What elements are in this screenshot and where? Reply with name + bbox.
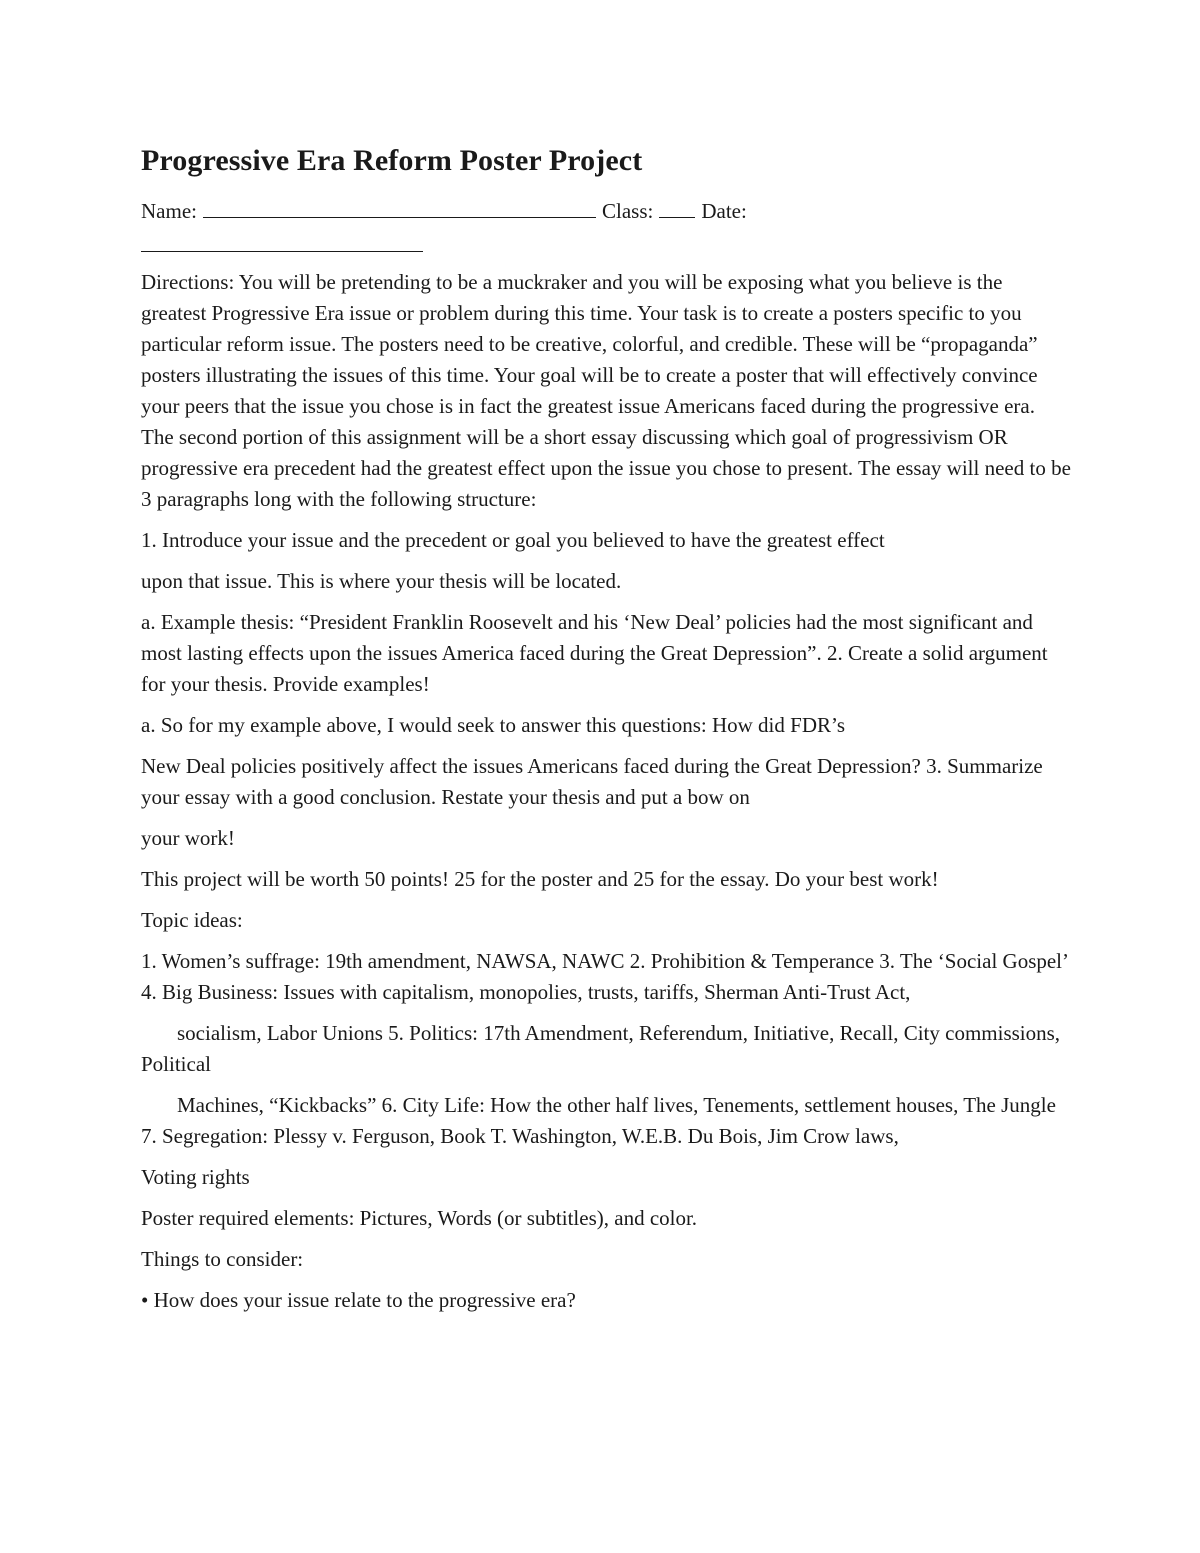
date-blank-line [141, 231, 423, 252]
topics-paragraph-2: socialism, Labor Unions 5. Politics: 17th Amendment, Referendum, Initiative, Recall, City commissions, Political [141, 1021, 1061, 1076]
directions-paragraph: Directions: You will be pretending to be a muckraker and you will be exposing what you believe is the greatest Progressive Era issue or problem during this time. Your task is to create a posters specific to you particular reform issue. The posters need to be creative, colorful, and credible. These will be “propaganda” posters illustrating the issues of this time. Your goal will be to create a poster that will effectively convince your peers that the issue you chose is in fact the greatest issue Americans faced during the progressive era. The second portion of this assignment will be a short essay discussing which goal of progressivism OR progressive era precedent had the greatest effect upon the issue you chose to present. The essay will need to be 3 paragraphs long with the following structure: [141, 270, 1071, 511]
topics-paragraph-3: Machines, “Kickbacks” 6. City Life: How the other half lives, Tenements, settlement houses, The Jungle 7. Segregation: Plessy v. Ferguson, Book T. Washington, W.E.B. Du Bois, Jim Crow laws, [141, 1093, 1056, 1148]
example-question-a: a. So for my example above, I would seek to answer this questions: How did FDR’s [141, 713, 845, 737]
topics-paragraph-4: Voting rights [141, 1165, 250, 1189]
name-class-date-row [141, 196, 1071, 227]
date-label: Date: [701, 199, 747, 223]
document-page [141, 142, 1071, 1326]
structure-item-1b: upon that issue. This is where your thesis will be located. [141, 569, 622, 593]
name-blank-line [203, 197, 596, 218]
document-title: Progressive Era Reform Poster Project [141, 144, 643, 177]
example-thesis-paragraph: a. Example thesis: “President Franklin Roosevelt and his ‘New Deal’ policies had the most significant and most lasting effects upon the issues America faced during the Great Depression”. 2. Create a solid argument for your thesis. Provide examples! [141, 610, 1048, 696]
poster-elements-paragraph: Poster required elements: Pictures, Words (or subtitles), and color. [141, 1206, 698, 1230]
example-question-c: your work! [141, 826, 235, 850]
consider-bullet-1: • How does your issue relate to the progressive era? [141, 1288, 576, 1312]
points-paragraph: This project will be worth 50 points! 25 for the poster and 25 for the essay. Do your best work! [141, 867, 939, 891]
topics-paragraph-1: 1. Women’s suffrage: 19th amendment, NAWSA, NAWC 2. Prohibition & Temperance 3. The ‘Social Gospel’ 4. Big Business: Issues with capitalism, monopolies, trusts, tariffs, Sherman Anti-Trust Act, [141, 949, 1068, 1004]
class-blank-line [659, 197, 695, 218]
example-question-b: New Deal policies positively affect the issues Americans faced during the Great Depression? 3. Summarize your essay with a good conclusion. Restate your thesis and put a bow on [141, 754, 1043, 809]
class-label: Class: [601, 199, 654, 223]
structure-item-1a: 1. Introduce your issue and the precedent or goal you believed to have the greatest effect [141, 528, 885, 552]
things-to-consider-heading: Things to consider: [141, 1247, 304, 1271]
topic-ideas-heading: Topic ideas: [141, 908, 243, 932]
name-label: Name: [141, 199, 197, 223]
date-line-row [141, 227, 1071, 261]
